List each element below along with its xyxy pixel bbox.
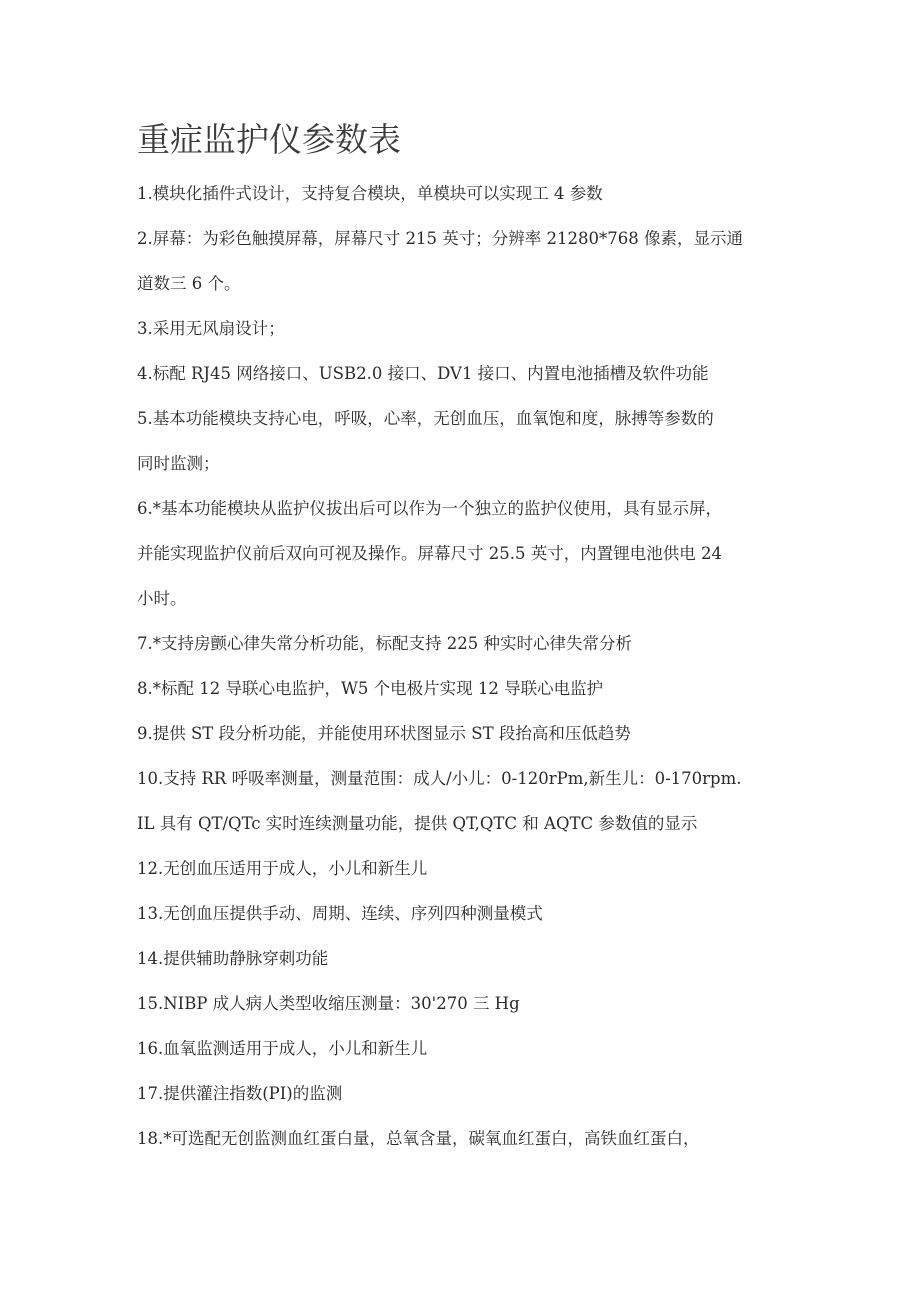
spec-line: 15.NIBP 成人病人类型收缩压测量：30'270 三 Hg	[137, 994, 520, 1013]
spec-line: 2.屏幕：为彩色触摸屏幕，屏幕尺寸 215 英寸；分辨率 21280*768 像素，显示通	[137, 229, 743, 248]
spec-line: 17.提供灌注指数(PI)的监测	[137, 1084, 343, 1103]
spec-line: IL 具有 QT/QTc 实时连续测量功能，提供 QT,QTC 和 AQTC 参数值的显示	[137, 814, 698, 833]
spec-line: 7.*支持房颤心律失常分析功能，标配支持 225 种实时心律失常分析	[137, 634, 632, 653]
spec-line: 4.标配 RJ45 网络接口、USB2.0 接口、DV1 接口、内置电池插槽及软件功能	[137, 364, 709, 383]
spec-line: 道数三 6 个。	[137, 274, 241, 293]
spec-line: 18.*可选配无创监测血红蛋白量，总氧含量，碳氧血红蛋白，高铁血红蛋白，	[137, 1129, 700, 1148]
document-title: 重症监护仪参数表	[137, 120, 401, 159]
spec-line: 16.血氧监测适用于成人，小儿和新生儿	[137, 1039, 428, 1058]
spec-line: 12.无创血压适用于成人，小儿和新生儿	[137, 859, 428, 878]
spec-line: 10.支持 RR 呼吸率测量，测量范围：成人/小儿：0-120rPm,新生儿：0-170rpm.	[137, 769, 742, 788]
spec-line: 3.采用无风扇设计；	[137, 319, 285, 338]
spec-line: 9.提供 ST 段分析功能，并能使用环状图显示 ST 段抬高和压低趋势	[137, 724, 631, 743]
spec-line: 1.模块化插件式设计，支持复合模块，单模块可以实现工 4 参数	[137, 184, 603, 203]
spec-line: 并能实现监护仪前后双向可视及操作。屏幕尺寸 25.5 英寸，内置锂电池供电 24	[137, 544, 722, 563]
spec-line: 6.*基本功能模块从监护仪拔出后可以作为一个独立的监护仪使用，具有显示屏，	[137, 499, 722, 518]
spec-line: 8.*标配 12 导联心电监护，W5 个电极片实现 12 导联心电监护	[137, 679, 604, 698]
spec-list	[137, 171, 797, 1161]
spec-line: 小时。	[137, 589, 187, 608]
spec-line: 14.提供辅助静脉穿刺功能	[137, 949, 329, 968]
spec-line: 同时监测；	[137, 454, 220, 473]
spec-line: 13.无创血压提供手动、周期、连续、序列四种测量模式	[137, 904, 543, 923]
spec-line: 5.基本功能模块支持心电，呼吸，心率，无创血压，血氧饱和度，脉搏等参数的	[137, 409, 714, 428]
